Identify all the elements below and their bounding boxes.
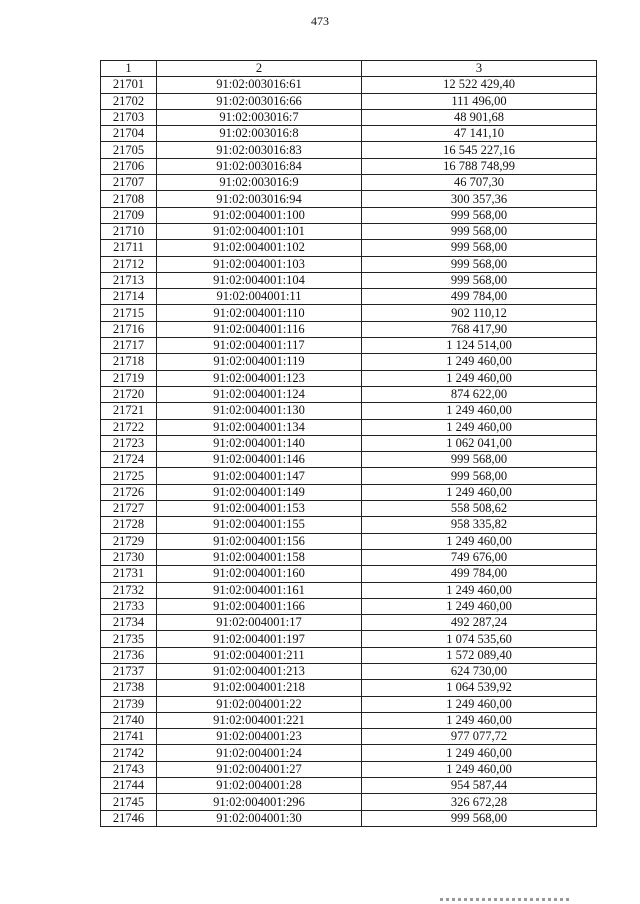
cadastral-number-cell: 91:02:003016:61 xyxy=(157,77,362,93)
table-row xyxy=(101,272,597,288)
row-number-cell: 21744 xyxy=(101,778,157,794)
cadastral-number-cell: 91:02:004001:11 xyxy=(157,289,362,305)
cadastral-number-cell: 91:02:004001:24 xyxy=(157,745,362,761)
row-number-cell: 21733 xyxy=(101,598,157,614)
table-row xyxy=(101,549,597,565)
cadastral-value-cell: 1 249 460,00 xyxy=(362,370,597,386)
cadastral-value-cell: 326 672,28 xyxy=(362,794,597,810)
cadastral-number-cell: 91:02:004001:218 xyxy=(157,680,362,696)
table-row xyxy=(101,745,597,761)
cadastral-number-cell: 91:02:003016:83 xyxy=(157,142,362,158)
table-row xyxy=(101,647,597,663)
table-row xyxy=(101,338,597,354)
column-header-3: 3 xyxy=(362,61,597,77)
cadastral-value-cell: 1 124 514,00 xyxy=(362,338,597,354)
table-row xyxy=(101,191,597,207)
table-row xyxy=(101,305,597,321)
table-body xyxy=(101,77,597,827)
table-row xyxy=(101,468,597,484)
cadastral-value-cell: 1 062 041,00 xyxy=(362,435,597,451)
cadastral-value-cell: 874 622,00 xyxy=(362,386,597,402)
table-row xyxy=(101,533,597,549)
cadastral-number-cell: 91:02:004001:160 xyxy=(157,566,362,582)
row-number-cell: 21708 xyxy=(101,191,157,207)
table-row xyxy=(101,598,597,614)
cadastral-number-cell: 91:02:003016:8 xyxy=(157,126,362,142)
cadastral-value-cell: 999 568,00 xyxy=(362,810,597,826)
cadastral-number-cell: 91:02:004001:119 xyxy=(157,354,362,370)
row-number-cell: 21719 xyxy=(101,370,157,386)
cadastral-value-cell: 1 249 460,00 xyxy=(362,712,597,728)
cadastral-number-cell: 91:02:004001:197 xyxy=(157,631,362,647)
cadastral-value-cell: 16 545 227,16 xyxy=(362,142,597,158)
row-number-cell: 21741 xyxy=(101,729,157,745)
table-row xyxy=(101,370,597,386)
table-row xyxy=(101,256,597,272)
page-number: 473 xyxy=(311,14,329,28)
cadastral-value-cell: 958 335,82 xyxy=(362,517,597,533)
cadastral-value-cell: 1 249 460,00 xyxy=(362,696,597,712)
table-row xyxy=(101,696,597,712)
table-row xyxy=(101,712,597,728)
cadastral-value-cell: 624 730,00 xyxy=(362,663,597,679)
row-number-cell: 21742 xyxy=(101,745,157,761)
cadastral-number-cell: 91:02:004001:155 xyxy=(157,517,362,533)
row-number-cell: 21721 xyxy=(101,403,157,419)
cadastral-number-cell: 91:02:004001:28 xyxy=(157,778,362,794)
table-header xyxy=(101,61,597,77)
cadastral-number-cell: 91:02:003016:94 xyxy=(157,191,362,207)
row-number-cell: 21702 xyxy=(101,93,157,109)
table-row xyxy=(101,729,597,745)
table-row xyxy=(101,419,597,435)
cadastral-value-cell: 1 572 089,40 xyxy=(362,647,597,663)
cadastral-value-cell: 300 357,36 xyxy=(362,191,597,207)
cadastral-value-cell: 16 788 748,99 xyxy=(362,158,597,174)
cadastral-number-cell: 91:02:004001:147 xyxy=(157,468,362,484)
row-number-cell: 21704 xyxy=(101,126,157,142)
table-row xyxy=(101,126,597,142)
cadastral-value-cell: 499 784,00 xyxy=(362,289,597,305)
table-row xyxy=(101,761,597,777)
cadastral-number-cell: 91:02:004001:146 xyxy=(157,452,362,468)
cadastral-number-cell: 91:02:004001:22 xyxy=(157,696,362,712)
cadastral-number-cell: 91:02:004001:124 xyxy=(157,386,362,402)
cadastral-number-cell: 91:02:004001:30 xyxy=(157,810,362,826)
table-row xyxy=(101,289,597,305)
table-row xyxy=(101,810,597,826)
cadastral-number-cell: 91:02:004001:156 xyxy=(157,533,362,549)
cadastral-number-cell: 91:02:004001:158 xyxy=(157,549,362,565)
cadastral-number-cell: 91:02:004001:23 xyxy=(157,729,362,745)
table-row xyxy=(101,175,597,191)
cadastral-value-table xyxy=(100,60,597,827)
cadastral-number-cell: 91:02:004001:140 xyxy=(157,435,362,451)
row-number-cell: 21715 xyxy=(101,305,157,321)
cadastral-value-cell: 1 074 535,60 xyxy=(362,631,597,647)
cadastral-value-cell: 999 568,00 xyxy=(362,223,597,239)
cadastral-value-cell: 1 064 539,92 xyxy=(362,680,597,696)
cadastral-number-cell: 91:02:004001:221 xyxy=(157,712,362,728)
table-row xyxy=(101,386,597,402)
row-number-cell: 21709 xyxy=(101,207,157,223)
cadastral-number-cell: 91:02:004001:101 xyxy=(157,223,362,239)
row-number-cell: 21729 xyxy=(101,533,157,549)
row-number-cell: 21711 xyxy=(101,240,157,256)
cadastral-number-cell: 91:02:004001:104 xyxy=(157,272,362,288)
cadastral-number-cell: 91:02:004001:110 xyxy=(157,305,362,321)
cadastral-number-cell: 91:02:003016:7 xyxy=(157,109,362,125)
row-number-cell: 21705 xyxy=(101,142,157,158)
row-number-cell: 21735 xyxy=(101,631,157,647)
row-number-cell: 21730 xyxy=(101,549,157,565)
table-row xyxy=(101,109,597,125)
cadastral-number-cell: 91:02:003016:66 xyxy=(157,93,362,109)
cadastral-value-cell: 999 568,00 xyxy=(362,468,597,484)
cadastral-value-cell: 499 784,00 xyxy=(362,566,597,582)
cadastral-value-cell: 749 676,00 xyxy=(362,549,597,565)
row-number-cell: 21717 xyxy=(101,338,157,354)
row-number-cell: 21745 xyxy=(101,794,157,810)
row-number-cell: 21724 xyxy=(101,452,157,468)
table-row xyxy=(101,223,597,239)
table-row xyxy=(101,663,597,679)
cadastral-value-cell: 999 568,00 xyxy=(362,452,597,468)
cadastral-value-cell: 954 587,44 xyxy=(362,778,597,794)
row-number-cell: 21713 xyxy=(101,272,157,288)
row-number-cell: 21714 xyxy=(101,289,157,305)
row-number-cell: 21723 xyxy=(101,435,157,451)
row-number-cell: 21731 xyxy=(101,566,157,582)
cadastral-value-cell: 977 077,72 xyxy=(362,729,597,745)
row-number-cell: 21739 xyxy=(101,696,157,712)
table-row xyxy=(101,354,597,370)
cadastral-value-cell: 1 249 460,00 xyxy=(362,598,597,614)
row-number-cell: 21740 xyxy=(101,712,157,728)
cadastral-value-cell: 999 568,00 xyxy=(362,240,597,256)
cadastral-value-cell: 492 287,24 xyxy=(362,615,597,631)
row-number-cell: 21701 xyxy=(101,77,157,93)
cadastral-number-cell: 91:02:004001:130 xyxy=(157,403,362,419)
row-number-cell: 21718 xyxy=(101,354,157,370)
cadastral-number-cell: 91:02:004001:166 xyxy=(157,598,362,614)
row-number-cell: 21743 xyxy=(101,761,157,777)
table-header-row xyxy=(101,61,597,77)
cadastral-number-cell: 91:02:004001:213 xyxy=(157,663,362,679)
cadastral-value-cell: 46 707,30 xyxy=(362,175,597,191)
row-number-cell: 21712 xyxy=(101,256,157,272)
table-row xyxy=(101,778,597,794)
table-row xyxy=(101,566,597,582)
row-number-cell: 21726 xyxy=(101,484,157,500)
row-number-cell: 21746 xyxy=(101,810,157,826)
cadastral-number-cell: 91:02:004001:116 xyxy=(157,321,362,337)
table-row xyxy=(101,615,597,631)
cadastral-value-cell: 1 249 460,00 xyxy=(362,745,597,761)
table-row xyxy=(101,435,597,451)
cadastral-value-cell: 1 249 460,00 xyxy=(362,419,597,435)
cadastral-value-cell: 768 417,90 xyxy=(362,321,597,337)
table-row xyxy=(101,142,597,158)
cadastral-number-cell: 91:02:004001:117 xyxy=(157,338,362,354)
table-row xyxy=(101,631,597,647)
cadastral-number-cell: 91:02:004001:103 xyxy=(157,256,362,272)
table-row xyxy=(101,321,597,337)
cadastral-value-cell: 1 249 460,00 xyxy=(362,533,597,549)
cadastral-value-cell: 111 496,00 xyxy=(362,93,597,109)
row-number-cell: 21728 xyxy=(101,517,157,533)
table-row xyxy=(101,582,597,598)
cadastral-number-cell: 91:02:004001:149 xyxy=(157,484,362,500)
table-row xyxy=(101,794,597,810)
cadastral-value-cell: 1 249 460,00 xyxy=(362,403,597,419)
table-row xyxy=(101,158,597,174)
table-row xyxy=(101,501,597,517)
cadastral-value-cell: 12 522 429,40 xyxy=(362,77,597,93)
cadastral-number-cell: 91:02:004001:17 xyxy=(157,615,362,631)
cadastral-number-cell: 91:02:004001:296 xyxy=(157,794,362,810)
cadastral-number-cell: 91:02:004001:27 xyxy=(157,761,362,777)
row-number-cell: 21720 xyxy=(101,386,157,402)
table-row xyxy=(101,452,597,468)
cadastral-value-cell: 1 249 460,00 xyxy=(362,484,597,500)
table-row xyxy=(101,240,597,256)
cadastral-value-cell: 1 249 460,00 xyxy=(362,582,597,598)
row-number-cell: 21736 xyxy=(101,647,157,663)
row-number-cell: 21706 xyxy=(101,158,157,174)
cadastral-number-cell: 91:02:004001:134 xyxy=(157,419,362,435)
cadastral-value-cell: 558 508,62 xyxy=(362,501,597,517)
table-row xyxy=(101,484,597,500)
row-number-cell: 21703 xyxy=(101,109,157,125)
cadastral-number-cell: 91:02:004001:123 xyxy=(157,370,362,386)
cadastral-number-cell: 91:02:004001:211 xyxy=(157,647,362,663)
cadastral-value-cell: 999 568,00 xyxy=(362,207,597,223)
table-row xyxy=(101,680,597,696)
cadastral-number-cell: 91:02:004001:153 xyxy=(157,501,362,517)
cadastral-number-cell: 91:02:004001:102 xyxy=(157,240,362,256)
cadastral-value-cell: 48 901,68 xyxy=(362,109,597,125)
row-number-cell: 21738 xyxy=(101,680,157,696)
cadastral-value-cell: 999 568,00 xyxy=(362,256,597,272)
row-number-cell: 21737 xyxy=(101,663,157,679)
row-number-cell: 21722 xyxy=(101,419,157,435)
row-number-cell: 21716 xyxy=(101,321,157,337)
cadastral-value-cell: 1 249 460,00 xyxy=(362,761,597,777)
row-number-cell: 21707 xyxy=(101,175,157,191)
cadastral-number-cell: 91:02:004001:100 xyxy=(157,207,362,223)
table-row xyxy=(101,93,597,109)
cadastral-number-cell: 91:02:003016:9 xyxy=(157,175,362,191)
table-row xyxy=(101,403,597,419)
cadastral-value-cell: 902 110,12 xyxy=(362,305,597,321)
cadastral-value-cell: 999 568,00 xyxy=(362,272,597,288)
scan-artifact xyxy=(440,898,570,901)
column-header-1: 1 xyxy=(101,61,157,77)
table-row xyxy=(101,517,597,533)
cadastral-number-cell: 91:02:004001:161 xyxy=(157,582,362,598)
cadastral-value-cell: 47 141,10 xyxy=(362,126,597,142)
table-row xyxy=(101,77,597,93)
row-number-cell: 21727 xyxy=(101,501,157,517)
row-number-cell: 21725 xyxy=(101,468,157,484)
row-number-cell: 21710 xyxy=(101,223,157,239)
column-header-2: 2 xyxy=(157,61,362,77)
table-row xyxy=(101,207,597,223)
row-number-cell: 21734 xyxy=(101,615,157,631)
row-number-cell: 21732 xyxy=(101,582,157,598)
cadastral-value-cell: 1 249 460,00 xyxy=(362,354,597,370)
cadastral-number-cell: 91:02:003016:84 xyxy=(157,158,362,174)
